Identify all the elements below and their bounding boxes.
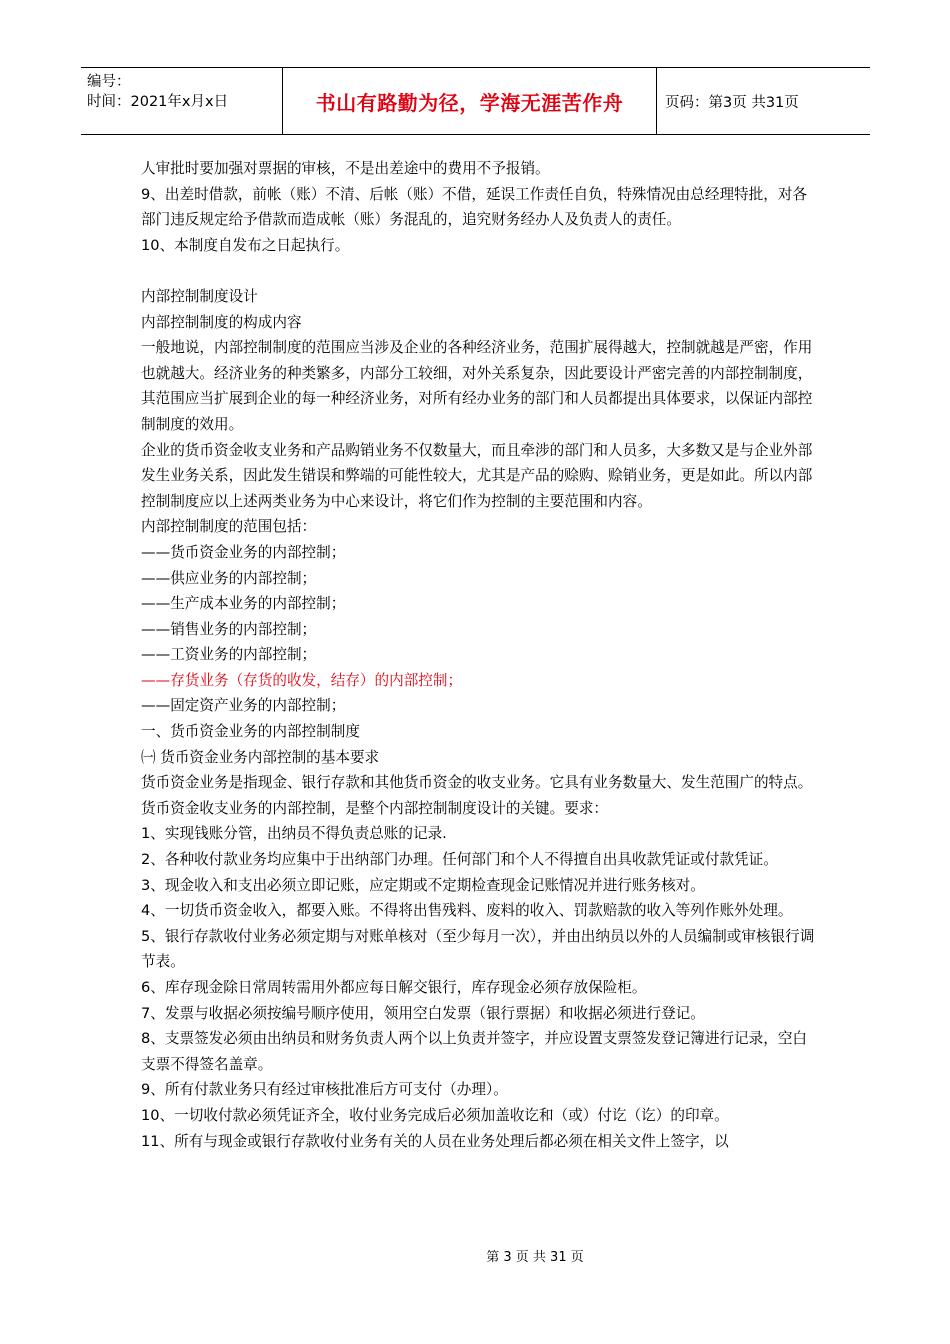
list-item: ——货币资金业务的内部控制； [141,543,346,561]
subsection-title: 内部控制制度的构成内容 [141,313,302,331]
list-item: ——工资业务的内部控制； [141,646,317,664]
numbered-item: 7、发票与收据必须按编号顺序使用，领用空白发票（银行票据）和收据必须进行登记。 [141,1004,705,1022]
document-body [141,156,816,1154]
numbered-item: 4、一切货币资金收入，都要入账。不得将出售残料、废料的收入、罚款赔款的收入等列作账外处理。 [141,902,793,920]
list-item: ——销售业务的内部控制； [141,620,317,638]
numbered-item: 1、实现钱账分管，出纳员不得负责总账的记录. [141,825,447,843]
numbered-item: 3、现金收入和支出必须立即记账，应定期或不定期检查现金记账情况并进行账务核对。 [141,876,705,894]
section-title: 内部控制制度设计 [141,287,258,305]
paragraph: 9、出差时借款，前帐（账）不清、后帐（账）不借，延误工作责任自负，特殊情况由总经理特批，对各部门违反规定给予借款而造成帐（账）务混乱的，追究财务经办人及负责人的责任。 [141,185,808,229]
list-item-highlighted: ——存货业务（存货的收发，结存）的内部控制； [141,671,463,689]
motto: 书山有路勤为径，学海无涯苦作舟 [315,90,624,115]
numbered-item: 2、各种收付款业务均应集中于出纳部门办理。任何部门和个人不得擅自出具收款凭证或付款凭证。 [141,851,778,869]
paragraph: 人审批时要加强对票据的审核，不是出差途中的费用不予报销。 [141,160,550,177]
paragraph: 内部控制制度的范围包括： [141,518,317,536]
header-meta [81,68,283,134]
date-label: 时间：2021年x月x日 [87,94,229,110]
list-item: ——固定资产业务的内部控制； [141,697,346,715]
numbered-item: 5、银行存款收付业务必须定期与对账单核对（至少每月一次），并由出纳员以外的人员编制或审核银行调节表。 [141,927,815,971]
list-item: ——生产成本业务的内部控制； [141,595,346,613]
footer-page-number: 第 3 页 共 31 页 [486,1250,584,1265]
header-page-cell [657,68,870,134]
paragraph: 一般地说，内部控制制度的范围应当涉及企业的各种经济业务，范围扩展得越大，控制就越是严密，作用也就越大。经济业务的种类繁多，内部分工较细，对外关系复杂，因此要设计严密完善的内部控制制度，其范围应当扩展到企业的每一种经济业务，对所有经办业务的部门和人员都提出具体要求，以保证内部控制制度的效用。 [141,339,813,433]
number-label: 编号： [87,74,131,90]
section-heading: 一、货币资金业务的内部控制制度 [141,723,360,741]
page-footer [0,1246,950,1265]
header-motto-cell [283,68,657,134]
numbered-item: 10、一切收付款必须凭证齐全，收付业务完成后必须加盖收讫和（或）付讫（讫）的印章。 [141,1106,729,1124]
numbered-item: 9、所有付款业务只有经过审核批准后方可支付（办理）。 [141,1081,508,1099]
numbered-item: 11、所有与现金或银行存款收付业务有关的人员在业务处理后都必须在相关文件上签字，以 [141,1132,729,1150]
paragraph: 10、本制度自发布之日起执行。 [141,236,350,254]
page-label: 页码：第3页 共31页 [665,94,799,111]
paragraph: 货币资金业务是指现金、银行存款和其他货币资金的收支业务。它具有业务数量大、发生范围广的特点。货币资金收支业务的内部控制，是整个内部控制制度设计的关键。要求： [141,774,813,817]
numbered-item: 6、库存现金除日常周转需用外都应每日解交银行，库存现金必须存放保险柜。 [141,979,647,996]
list-item: ——供应业务的内部控制； [141,569,317,587]
paragraph: 企业的货币资金收支业务和产品购销业务不仅数量大，而且牵涉的部门和人员多，大多数又是与企业外部发生业务关系，因此发生错误和弊端的可能性较大，尤其是产品的赊购、赊销业务，更是如此。所以内部控制制度应以上述两类业务为中心来设计，将它们作为控制的主要范围和内容。 [141,441,813,510]
sub-heading: ㈠ 货币资金业务内部控制的基本要求 [141,748,380,766]
numbered-item: 8、支票签发必须由出纳员和财务负责人两个以上负责并签字，并应设置支票签发登记簿进行记录，空白支票不得签名盖章。 [141,1030,808,1073]
blank-line [141,258,816,284]
page-header [81,67,870,135]
